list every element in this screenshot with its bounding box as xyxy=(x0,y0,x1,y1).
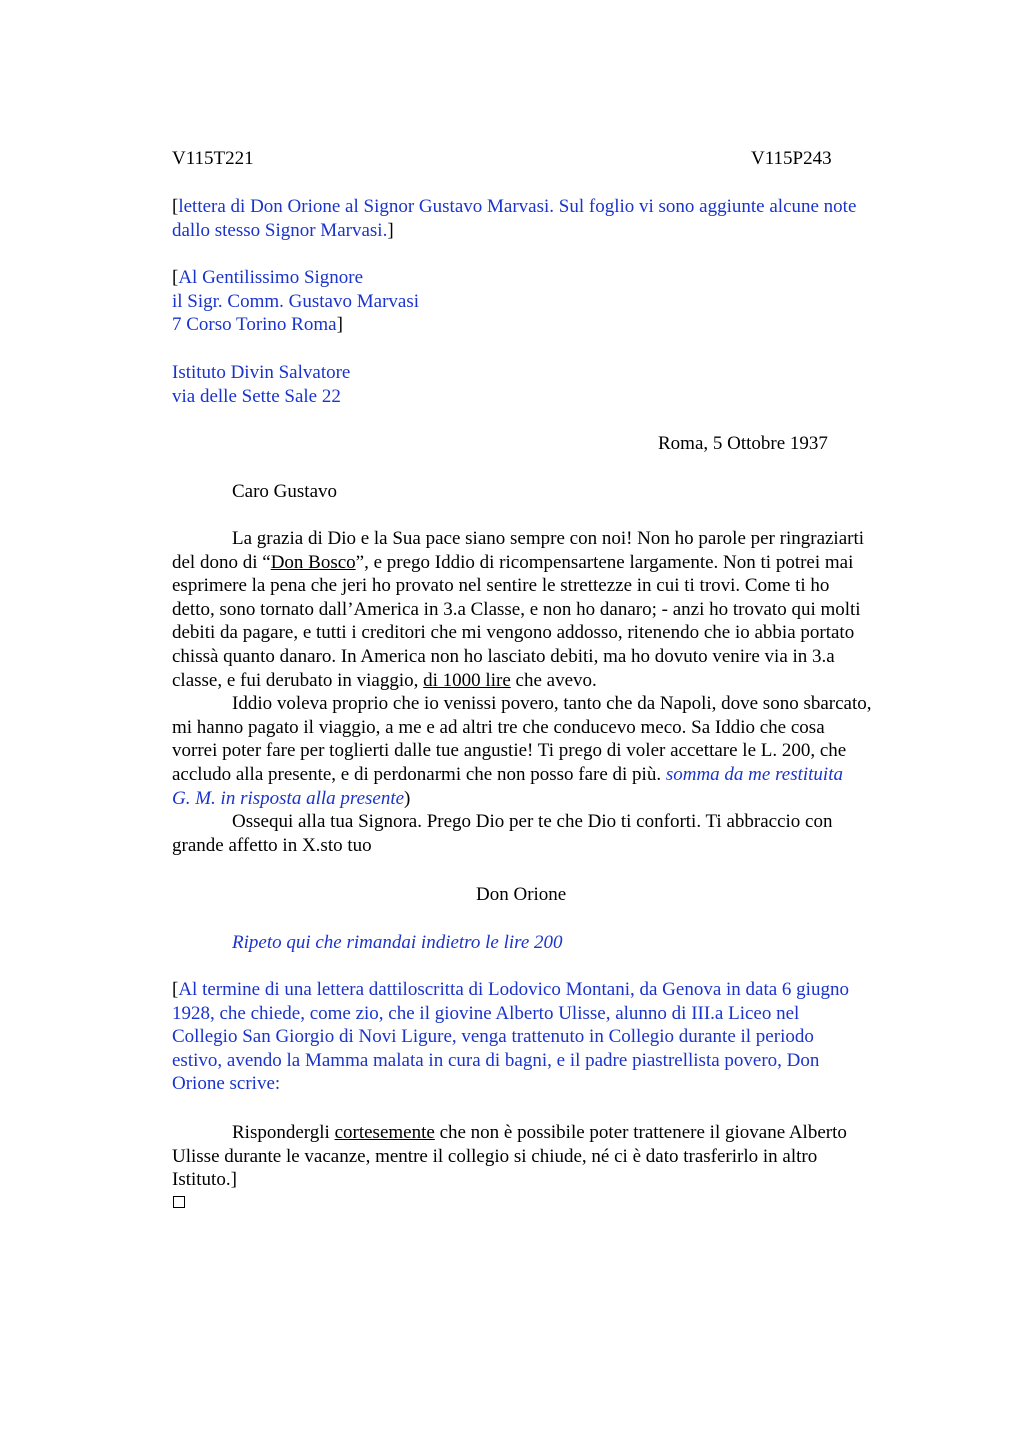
body-line xyxy=(172,669,932,693)
underlined-amount: di 1000 lire xyxy=(423,669,511,691)
body-line: vorrei poter fare per toglierti dalle tue angustie! Ti prego di voler accettare le L. 200, che xyxy=(172,740,847,762)
letter-date: Roma, 5 Ottobre 1937 xyxy=(658,433,828,454)
body-text: ”, e prego Iddio di ricompensartene largamente. Non ti potrei mai xyxy=(355,551,854,573)
marvasi-annotation: G. M. in risposta alla presente xyxy=(172,787,405,809)
empty-box-icon xyxy=(173,1196,185,1208)
body-text: ) xyxy=(404,787,411,809)
editor-note-line: estivo, avendo la Mamma malata in cura di bagni, e il padre piastrellista povero, Don xyxy=(172,1049,820,1071)
marvasi-annotation: somma da me restituita xyxy=(665,763,843,785)
editor-note-line: Al termine di una lettera dattiloscritta di Lodovico Montani, da Genova in data 6 giugno xyxy=(178,979,849,1000)
editor-note-line: lettera di Don Orione al Signor Gustavo Marvasi. Sul foglio vi sono aggiunte alcune note xyxy=(178,196,857,217)
address-line: Al Gentilissimo Signore xyxy=(178,267,364,288)
body-text: che avevo. xyxy=(510,669,597,691)
body-line: mi hanno pagato il viaggio, a me e ad altri tre che conducevo meco. Sa Iddio che cosa xyxy=(172,716,825,738)
editor-note-line: 1928, che chiede, come zio, che il giovine Alberto Ulisse, alunno di III.a Liceo nel xyxy=(172,1002,800,1024)
body-line: chissà quanto danaro. In America non ho lasciato debiti, ma ho dovuto venire via in 3.a xyxy=(172,645,835,667)
letter-body xyxy=(172,527,932,857)
reply-line: Ulisse durante le vacanze, mentre il collegio si chiude, né ci è dato trasferirlo in altro xyxy=(172,1145,818,1167)
underlined-word: cortesemente xyxy=(334,1122,435,1143)
salutation: Caro Gustavo xyxy=(232,481,338,502)
body-line: esprimere la pena che jeri ho provato nel sentire le strettezze in cui ti trovi. Come ti ho xyxy=(172,575,830,597)
letterhead xyxy=(172,361,932,408)
body-line: detto, sono tornato dall’America in 3.a Classe, e non ho danaro; - anzi ho trovato qui molti xyxy=(172,598,861,620)
bracket-open: [ xyxy=(172,979,179,1000)
address-line: il Sigr. Comm. Gustavo Marvasi xyxy=(172,290,419,312)
body-line xyxy=(172,763,932,787)
editor-note-line: Collegio San Giorgio di Novi Ligure, venga trattenuto in Collegio durante il periodo xyxy=(172,1026,814,1048)
body-line: Iddio voleva proprio che io venissi povero, tanto che da Napoli, dove sono sbarcato, xyxy=(232,693,872,715)
reply-instruction xyxy=(172,1121,932,1192)
body-text: classe, e fui derubato in viaggio, xyxy=(172,669,424,691)
editor-note-2 xyxy=(172,978,932,1096)
body-line xyxy=(172,551,932,575)
body-text: che non è possibile poter trattenere il giovane Alberto xyxy=(434,1122,847,1143)
letterhead-line: via delle Sette Sale 22 xyxy=(172,385,341,407)
book-title: Don Bosco xyxy=(270,551,356,573)
body-line: La grazia di Dio e la Sua pace siano sempre con noi! Non ho parole per ringraziarti xyxy=(232,528,865,549)
address-block xyxy=(172,266,932,337)
body-text: accludo alla presente, e di perdonarmi che non posso fare di più. xyxy=(172,763,666,785)
document-code-left: V115T221 xyxy=(172,148,254,169)
editor-note-line: dallo stesso Signor Marvasi. xyxy=(172,219,388,241)
body-text: del dono di “ xyxy=(172,551,271,573)
document-code-right: V115P243 xyxy=(751,148,832,169)
editor-note xyxy=(172,195,932,242)
editor-note-line: Orione scrive: xyxy=(172,1073,281,1095)
letterhead-line: Istituto Divin Salvatore xyxy=(172,362,351,383)
bracket-close: ] xyxy=(387,219,394,241)
address-line: 7 Corso Torino Roma xyxy=(172,314,337,336)
body-line: Ossequi alla tua Signora. Prego Dio per te che Dio ti conforti. Ti abbraccio con xyxy=(232,811,833,833)
reply-line: Istituto.] xyxy=(172,1169,237,1191)
marvasi-note: Ripeto qui che rimandai indietro le lire 200 xyxy=(232,932,563,953)
signature: Don Orione xyxy=(476,884,567,905)
bracket-close: ] xyxy=(336,314,343,336)
body-line: debiti da pagare, e tutti i creditori che mi vengono addosso, ritenendo che io abbia portato xyxy=(172,622,855,644)
reply-line xyxy=(172,1121,932,1145)
body-text: Rispondergli xyxy=(232,1122,335,1143)
bracket-open: [ xyxy=(172,267,179,288)
bracket-open: [ xyxy=(172,196,179,217)
body-line: grande affetto in X.sto tuo xyxy=(172,834,372,856)
body-line xyxy=(172,787,932,811)
